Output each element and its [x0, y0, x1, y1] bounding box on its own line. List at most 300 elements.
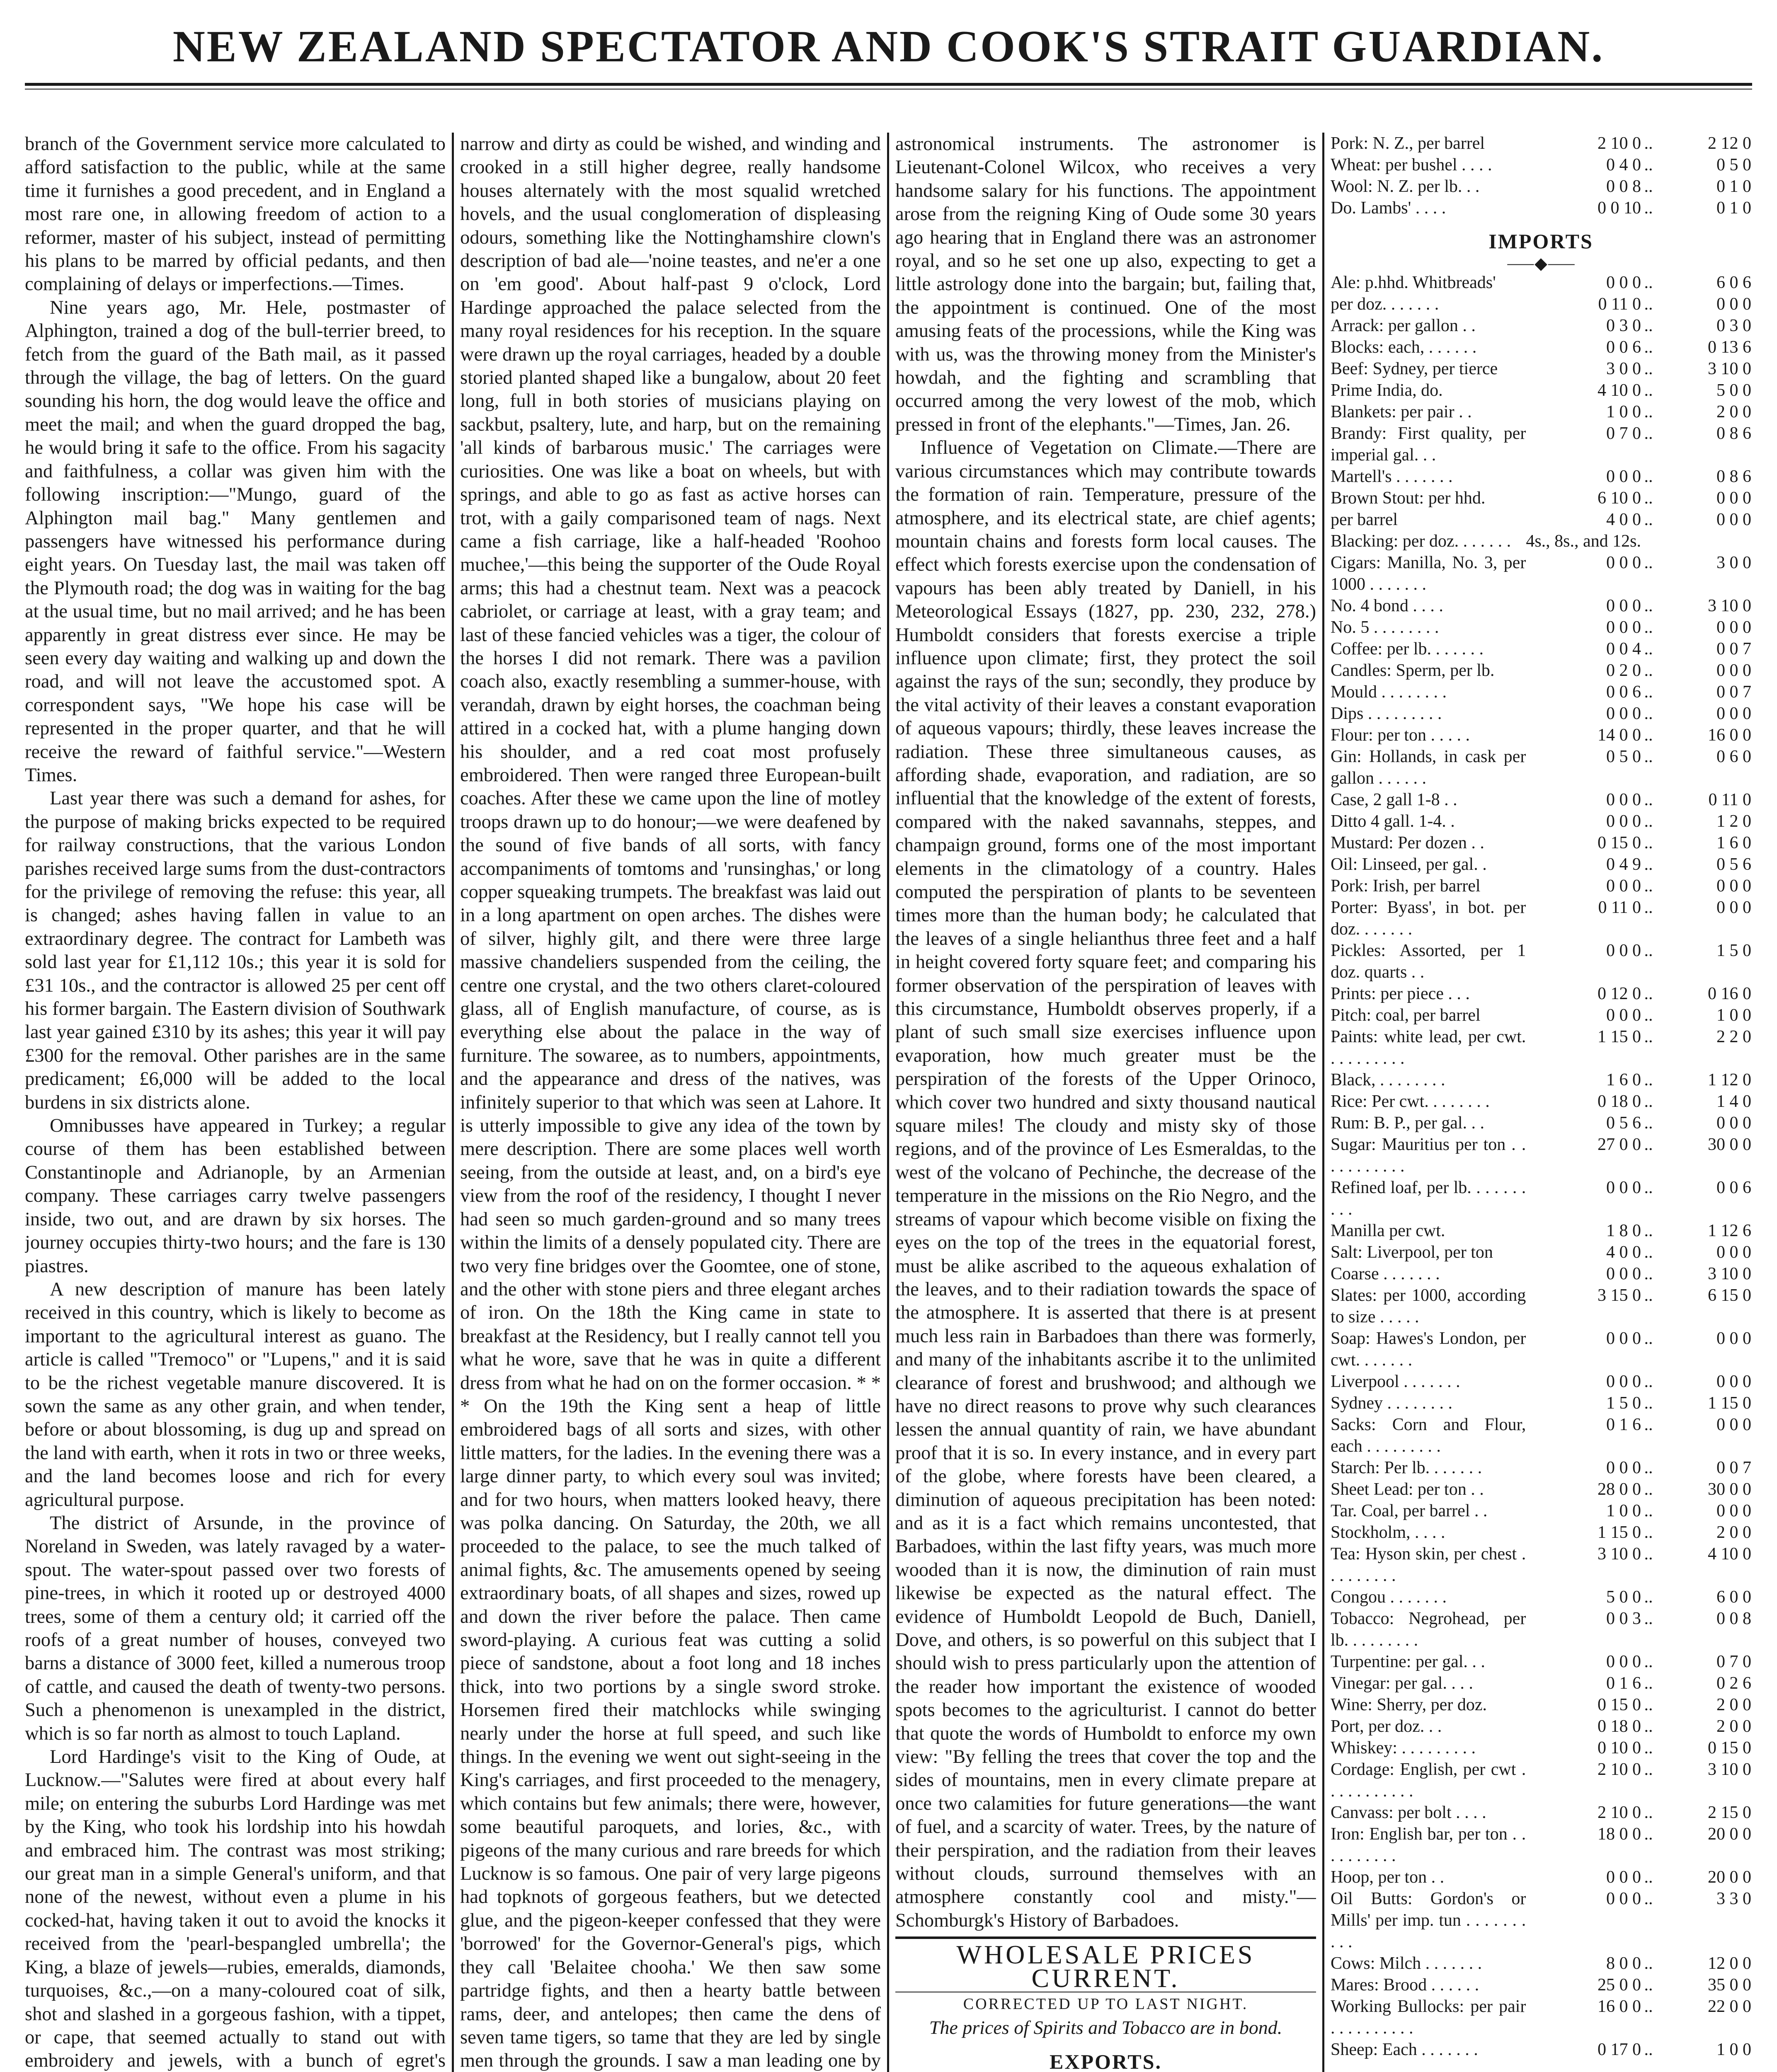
commodity-name: Candles: Sperm, per lb.: [1331, 661, 1495, 680]
price-low: 0 3 0: [1606, 316, 1641, 336]
price-row: [1331, 272, 1751, 293]
price-separator: ..: [1644, 1997, 1653, 2016]
price-row: [1331, 1802, 1751, 1823]
commodity-name: Arrack: per gallon . .: [1331, 316, 1476, 336]
price-low: 4 10 0: [1598, 381, 1641, 400]
masthead-rule-thin: [25, 89, 1752, 90]
price-separator: ..: [1644, 1738, 1653, 1758]
price-low: 0 0 0: [1606, 1868, 1641, 1887]
price-row: [1331, 1716, 1751, 1737]
price-high: 1 12 0: [1708, 1070, 1751, 1090]
price-high: 20 0 0: [1708, 1825, 1751, 1844]
price-row: [1331, 1651, 1751, 1673]
commodity-name: Dips . . . . . . . . .: [1331, 704, 1442, 724]
price-separator: [1641, 530, 1656, 552]
price-row: [1331, 1586, 1751, 1608]
column-divider: [452, 133, 454, 2072]
price-high: 5 0 0: [1716, 381, 1751, 400]
price-low: 0 0 0: [1606, 790, 1641, 810]
price-low: 0 1 6: [1606, 1415, 1641, 1435]
price-separator: ..: [1644, 1717, 1653, 1736]
price-high: 0 1 0: [1716, 198, 1751, 218]
commodity-name: Stockholm, . . . .: [1331, 1523, 1445, 1542]
price-low: 0 0 0: [1606, 1178, 1641, 1198]
price-row: [1331, 1759, 1751, 1802]
price-row: [1331, 1005, 1751, 1026]
price-separator: ..: [1644, 1674, 1653, 1693]
price-low: 0 0 8: [1606, 177, 1641, 196]
column-3-articles: [895, 133, 1316, 1932]
column-1: [25, 133, 446, 2072]
price-low: 0 0 0: [1606, 1264, 1641, 1284]
price-high: 0 0 7: [1716, 639, 1751, 659]
commodity-name: Prime India, do.: [1331, 381, 1443, 400]
price-low: 2 10 0: [1598, 134, 1641, 153]
price-separator: ..: [1644, 1868, 1653, 1887]
price-high: 3 0 0: [1716, 553, 1751, 573]
price-separator: ..: [1644, 381, 1653, 400]
price-row: [1331, 2039, 1751, 2060]
commodity-name: Liverpool . . . . . . .: [1331, 1372, 1460, 1392]
price-row: [1331, 595, 1751, 617]
price-row: [1331, 1694, 1751, 1716]
price-row: [1331, 703, 1751, 724]
price-high: 1 2 0: [1716, 812, 1751, 831]
price-low: 8 0 0: [1606, 1954, 1641, 1973]
price-row: [1331, 176, 1751, 197]
price-row: [1331, 617, 1751, 638]
price-row: [1331, 1888, 1751, 1953]
price-low: 0 0 10: [1598, 198, 1641, 218]
exports-heading: EXPORTS.: [1050, 2050, 1162, 2072]
price-separator: ..: [1644, 747, 1653, 767]
price-low: 0 12 0: [1598, 984, 1641, 1004]
price-separator: ..: [1644, 1588, 1653, 1607]
price-separator: ..: [1644, 1286, 1653, 1305]
price-high: 0 5 6: [1716, 855, 1751, 874]
price-separator: ..: [1644, 198, 1653, 218]
price-separator: ..: [1644, 1501, 1653, 1521]
commodity-name: per barrel: [1331, 510, 1398, 530]
commodity-name: Starch: Per lb. . . . . . .: [1331, 1458, 1482, 1478]
commodity-name: Pickles: Assorted, per 1 doz. quarts . .: [1331, 941, 1526, 982]
price-row: [1331, 1069, 1751, 1091]
price-separator: ..: [1644, 1221, 1653, 1241]
price-row: [1331, 875, 1751, 897]
commodity-name: Ditto 4 gall. 1-4. .: [1331, 812, 1455, 831]
price-high: 35 0 0: [1708, 1975, 1751, 1995]
wholesale-subtitle: CORRECTED UP TO LAST NIGHT.: [963, 1995, 1249, 2013]
price-low: 1 8 0: [1606, 1221, 1641, 1241]
price-separator: ..: [1644, 338, 1653, 357]
price-separator: ..: [1644, 1695, 1653, 1715]
price-low: 0 0 0: [1606, 812, 1641, 831]
price-low: 0 2 0: [1606, 661, 1641, 680]
price-row: [1331, 1500, 1751, 1522]
commodity-name: Do. Lambs' . . . .: [1331, 198, 1446, 218]
price-high: 0 0 0: [1716, 704, 1751, 724]
price-low: 0 4 0: [1606, 155, 1641, 174]
commodity-name: Blacking: per doz. . . . . . .: [1331, 532, 1511, 551]
commodity-name: Tobacco: Negrohead, per lb. . . . . . . . .: [1331, 1609, 1526, 1650]
price-separator: ..: [1644, 1825, 1653, 1844]
price-high: 0 15 0: [1708, 1738, 1751, 1758]
commodity-name: Iron: English bar, per ton . . . . . . . . . .: [1331, 1825, 1526, 1866]
price-row: [1331, 380, 1751, 401]
wholesale-prices: [895, 1936, 1316, 2072]
commodity-name: Hoop, per ton . .: [1331, 1868, 1445, 1887]
price-low: 0 0 0: [1606, 596, 1641, 616]
price-row: [1331, 940, 1751, 983]
price-high: 0 13 6: [1708, 338, 1751, 357]
price-separator: ..: [1644, 1135, 1653, 1155]
price-high: [1656, 530, 1751, 552]
price-low: 0 0 0: [1606, 467, 1641, 487]
commodity-name: Sugar: Mauritius per ton . . . . . . . . . . .: [1331, 1135, 1526, 1176]
price-row: [1331, 1608, 1751, 1651]
price-row: [1331, 1091, 1751, 1112]
price-low: 0 0 6: [1606, 338, 1641, 357]
price-row: [1331, 336, 1751, 358]
price-separator: ..: [1644, 1113, 1653, 1133]
price-separator: ..: [1644, 1394, 1653, 1413]
price-low: 0 0 0: [1606, 273, 1641, 293]
price-separator: ..: [1644, 1329, 1653, 1348]
commodity-name: per doz. . . . . . .: [1331, 295, 1439, 314]
price-separator: ..: [1644, 1652, 1653, 1672]
article-paragraph: astronomical instruments. The astronomer is Lieutenant-Colonel Wilcox, who receives a very handsome salary for his functions. The appointment arose from the reigning King of Oude some 30 years ago hearing that in England there was an astronomer royal, and so he set one up also, expecting to get a little astrology done into the bargain; but, failing that, the appointment is continued. One of the most amusing feats of the processions, while the King was with us, was the throwing money from the Minister's howdah, and the fighting and scrambling that occurred among the very lowest of the mob, which pressed in front of the elephants."—Times, Jan. 26.: [895, 133, 1316, 435]
price-separator: ..: [1644, 510, 1653, 530]
price-separator: ..: [1644, 618, 1653, 637]
price-low: 0 0 0: [1606, 1458, 1641, 1478]
commodity-name: Oil Butts: Gordon's or Mills' per imp. tun . . . . . . . . . .: [1331, 1889, 1526, 1952]
price-high: 12 0 0: [1708, 1954, 1751, 1973]
price-separator: ..: [1644, 639, 1653, 659]
commodity-name: Cordage: English, per cwt . . . . . . . . . . .: [1331, 1760, 1526, 1801]
article-paragraph: branch of the Government service more calculated to afford satisfaction to the public, while at the same time it furnishes a good precedent, and in England a most rare one, in allowing freedom of action to a reformer, master of his subject, instead of permitting his plans to be marred by official pedants, and then complaining of delays or imperfections.—Times.: [25, 133, 446, 295]
commodity-name: Pitch: coal, per barrel: [1331, 1006, 1481, 1025]
price-row: [1331, 854, 1751, 875]
article-paragraph: The district of Arsunde, in the province of Noreland in Sweden, was lately ravaged by a water-spout. The water-spout passed over two forests of pine-trees, in which it rooted up or destroyed 4000 trees, some of them a century old; it carried off the roofs of a great number of houses, conveyed two barns a distance of 3000 feet, killed a numerous troop of cattle, and caused the death of twenty-two persons. Such a phenomenon is unexampled in the district, which is so far north as almost to touch Lapland.: [25, 1512, 446, 1744]
price-separator: ..: [1644, 134, 1653, 153]
price-low: 28 0 0: [1598, 1480, 1641, 1499]
price-high: 0 0 0: [1716, 489, 1751, 508]
price-row: [1331, 358, 1751, 380]
price-row: [1331, 1673, 1751, 1694]
commodity-name: Wheat: per bushel . . . .: [1331, 155, 1492, 174]
commodity-name: Soap: Hawes's London, per cwt. . . . . . .: [1331, 1329, 1526, 1370]
price-row: [1331, 1996, 1751, 2039]
price-row: [1331, 1522, 1751, 1543]
price-row: [1331, 1479, 1751, 1500]
price-high: 0 0 0: [1716, 876, 1751, 896]
commodity-name: Black, . . . . . . . .: [1331, 1070, 1445, 1090]
price-separator: ..: [1644, 596, 1653, 616]
commodity-name: Refined loaf, per lb. . . . . . . . . .: [1331, 1178, 1526, 1219]
price-separator: ..: [1644, 1954, 1653, 1973]
price-high: 3 10 0: [1708, 1264, 1751, 1284]
commodity-name: Sheet Lead: per ton . .: [1331, 1480, 1484, 1499]
price-separator: ..: [1644, 1243, 1653, 1262]
price-row: [1331, 1263, 1751, 1285]
price-high: 0 6 0: [1716, 747, 1751, 767]
price-separator: ..: [1644, 402, 1653, 422]
price-low: 0 11 0: [1598, 898, 1641, 917]
price-low: 0 4 9: [1606, 855, 1641, 874]
price-separator: ..: [1644, 898, 1653, 917]
price-high: 1 12 6: [1708, 1221, 1751, 1241]
price-high: 1 0 0: [1716, 2040, 1751, 2060]
commodity-name: Blocks: each, . . . . . .: [1331, 338, 1477, 357]
price-row: [1331, 1112, 1751, 1134]
price-low: 0 0 0: [1606, 553, 1641, 573]
price-row: [1331, 832, 1751, 854]
price-row: [1331, 552, 1751, 595]
price-row: [1331, 1026, 1751, 1069]
article-paragraph: Nine years ago, Mr. Hele, postmaster of Alphington, trained a dog of the bull-terrier breed, to fetch from the guard of the Bath mail, as it passed through the village, the bag of letters. On the guard sounding his horn, the dog would leave the office and meet the mail; and when the guard dropped the bag, he would bring it safe to the office. From his sagacity and faithfulness, a collar was given him with the following inscription:—"Mungo, guard of the Alphington mail bag." Many gentlemen and passengers have witnessed his performance during eight years. On Tuesday last, the mail was taken off the Plymouth road; the dog was in waiting for the bag at the usual time, but no mail arrived; and he has been apparently in great distress ever since. He may be seen every day waiting and walking up and down the road, and will not leave the accustomed spot. A correspondent says, "We hope his case will be represented in the proper quarter, and that he will receive the reward of faithful service."—Western Times.: [25, 297, 446, 786]
commodity-name: Manilla per cwt.: [1331, 1221, 1445, 1241]
column-4: Pork: N. Z., per barrel 2 10 0 .. 2 12 0 Wheat: per bushel . . . . 0 4 0 .. 0 5 0 Wool: N. Z. per lb. . . 0 0 8 .. 0 1 0 Do. Lambs' . . . . 0 0 10 .. 0 1 0 IMPORTS ⸺◆⸺ Ale: p.hhd. Whitbreads' 0 0 0 .. 6 0 6 per doz. . . . . . . 0 11 0 .. 0 0 0 Arrack: per gallon . . 0 3 0 .. 0 3 0 Blocks: each, . . . . . . 0 0 6 .. 0 13 6 Beef: Sydney, per tierce 3 0 0 .. 3 10 0 Prime India, do. 4 10 0 .. 5 0 0 Blankets: per pair . . 1 0 0 .. 2 0 0 Brandy: First quality, per imperial gal. . . 0 7 0 .. 0 8 6 Martell's . . . . . . . 0 0 0 .. 0 8 6 Brown Stout: per hhd. 6 10 0 .. 0 0 0 per barrel 4 0 0 .. 0 0 0 Blacking: per doz. . . . . . . 4s., 8s., and 12s. Cigars: Manilla, No. 3, per 1000 . . . . . . . 0 0 0 .. 3 0 0 No. 4 bond . . . . 0 0 0 .. 3 10 0 No. 5 . . . . . . . . 0 0 0 .. 0 0 0 Coffee: per lb. . . . . . . 0 0 4 .. 0 0 7 Candles: Sperm, per lb. 0 2 0 .. 0 0 0 Mould . . . . . . . . 0 0 6 .. 0 0 7 Dips . . . . . . . . . 0 0 0 .. 0 0 0 Flour: per ton . . . . . 14 0 0 .. 16 0 0 Gin: Hollands, in cask per gallon . . . . . . 0 5 0 .. 0 6 0 Case, 2 gall 1-8 . . 0 0 0 .. 0 11 0 Ditto 4 gall. 1-4. . 0 0 0 .. 1 2 0 Mustard: Per dozen . . 0 15 0 .. 1 6 0 Oil: Linseed, per gal. . 0 4 9 .. 0 5 6 Pork: Irish, per barrel 0 0 0 .. 0 0 0 Porter: Byass', in bot. per doz. . . . . . . 0 11 0 .. 0 0 0 Pickles: Assorted, per 1 doz. quarts . . 0 0 0 .. 1 5 0 Prints: per piece . . . 0 12 0 .. 0 16 0 Pitch: coal, per barrel 0 0 0 .. 1 0 0 Paints: white lead, per cwt. . . . . . . . . . 1 15 0 .. 2 2 0 Black, . . . . . . . . 1 6 0 .. 1 12 0 Rice: Per cwt. . . . . . . . 0 18 0 .. 1 4 0 Rum: B. P., per gal. . . 0 5 6 .. 0 0 0 Sugar: Mauritius per ton . . . . . . . . . . . 27 0 0 .. 30 0 0 Refined loaf, per lb. . . . . . . . . . 0 0 0 .. 0 0 6 Manilla per cwt. 1 8 0 .. 1 12 6 Salt: Liverpool, per ton 4 0 0 .. 0 0 0 Coarse . . . . . . . 0 0 0 .. 3 10 0 Slates: per 1000, according to size . . . . . 3 15 0 .. 6 15 0 Soap: Hawes's London, per cwt. . . . . . . 0 0 0 .. 0 0 0 Liverpool . . . . . . . 0 0 0 .. 0 0 0 Sydney . . . . . . . . 1 5 0 .. 1 15 0 Sacks: Corn and Flour, each . . . . . . . . . 0 1 6 .. 0 0 0 Starch: Per lb. . . . . . . 0 0 0 .. 0 0 7 Sheet Lead: per ton . . 28 0 0 .. 30 0 0 Tar. Coal, per barrel . . 1 0 0 .. 0 0 0 Stockholm, . . . . 1 15 0 .. 2 0 0 Tea: Hyson skin, per chest . . . . . . . . . 3 10 0 .. 4 10 0 Congou . . . . . . . 5 0 0 .. 6 0 0 Tobacco: Negrohead, per lb. . . . . . . . . 0 0 3 .. 0 0 8 Turpentine: per gal. . . 0 0 0 .. 0 7 0 Vinegar: per gal. . . . 0 1 6 .. 0 2 6 Wine: Sherry, per doz. 0 15 0 .. 2 0 0 Port, per doz. . . 0 18 0 .. 2 0 0 Whiskey: . . . . . . . . . 0 10 0 .. 0 15 0 Cordage: English, per cwt . . . . . . . . . . . 2 10 0 .. 3 10 0 Canvass: per bolt . . . . 2 10 0 .. 2 15 0 Iron: English bar, per ton . . . . . . . . . . 18 0 0 .. 20 0 0 Hoop, per ton . . 0 0 0 .. 20 0 0 Oil Butts: Gordon's or Mills' per imp. tun . . . . . . . . . . 0 0 0 .. 3 3 0 Cows: Milch . . . . . . . 8 0 0 .. 12 0 0 Mares: Brood . . . . . . 25 0 0 .. 35 0 0 Working Bullocks: per pair . . . . . . . . . . 16 0 0 .. 22 0 0 Sheep: Each . . . . . . . 0 17 0 .. 1 0 0: [1331, 133, 1751, 2072]
price-high: 2 0 0: [1716, 1695, 1751, 1715]
price-low: 3 15 0: [1598, 1286, 1641, 1305]
price-separator: ..: [1644, 1609, 1653, 1629]
commodity-name: Pork: Irish, per barrel: [1331, 876, 1481, 896]
price-high: 1 6 0: [1716, 833, 1751, 853]
price-high: 22 0 0: [1708, 1997, 1751, 2016]
price-row: [1331, 154, 1751, 176]
price-low: 1 5 0: [1606, 1394, 1641, 1413]
commodity-name: Coffee: per lb. . . . . . .: [1331, 639, 1484, 659]
commodity-name: Mustard: Per dozen . .: [1331, 833, 1484, 853]
price-row: [1331, 315, 1751, 336]
price-low: 1 0 0: [1606, 402, 1641, 422]
price-separator: ..: [1644, 155, 1653, 174]
price-high: 0 0 6: [1716, 1178, 1751, 1198]
price-high: 2 0 0: [1716, 1523, 1751, 1542]
price-high: 0 16 0: [1708, 984, 1751, 1004]
commodity-name: Coarse . . . . . . .: [1331, 1264, 1440, 1284]
price-low: 0 0 0: [1606, 941, 1641, 961]
price-high: 2 15 0: [1708, 1803, 1751, 1823]
price-high: 0 0 7: [1716, 1458, 1751, 1478]
price-high: 0 2 6: [1716, 1674, 1751, 1693]
price-row: [1331, 197, 1751, 219]
price-low: 0 18 0: [1598, 1092, 1641, 1111]
price-high: 6 0 0: [1716, 1588, 1751, 1607]
price-separator: ..: [1644, 316, 1653, 336]
price-low: 3 10 0: [1598, 1544, 1641, 1564]
price-high: 1 4 0: [1716, 1092, 1751, 1111]
column-3: [895, 133, 1316, 2072]
commodity-name: Beef: Sydney, per tierce: [1331, 359, 1498, 379]
price-high: 2 12 0: [1708, 134, 1751, 153]
column-divider: [887, 133, 889, 2072]
price-separator: ..: [1644, 1458, 1653, 1478]
price-row: [1331, 1220, 1751, 1242]
price-high: 0 8 6: [1716, 467, 1751, 487]
masthead: NEW ZEALAND SPECTATOR AND COOK'S STRAIT GUARDIAN.: [172, 22, 1605, 71]
price-high: 0 5 0: [1716, 155, 1751, 174]
price-separator: ..: [1644, 489, 1653, 508]
price-row: [1331, 293, 1751, 315]
price-separator: ..: [1644, 295, 1653, 314]
price-row: [1331, 466, 1751, 487]
price-row: [1331, 724, 1751, 746]
price-row: [1331, 1414, 1751, 1457]
price-low: 0 0 0: [1606, 876, 1641, 896]
price-row: [1331, 487, 1751, 509]
price-high: 0 0 0: [1716, 898, 1751, 917]
price-separator: ..: [1644, 1415, 1653, 1435]
wholesale-note: The prices of Spirits and Tobacco are in bond.: [929, 2016, 1282, 2038]
commodity-name: Pork: N. Z., per barrel: [1331, 134, 1485, 153]
price-separator: ..: [1644, 1006, 1653, 1025]
price-low: 18 0 0: [1598, 1825, 1641, 1844]
price-row: [1331, 983, 1751, 1005]
price-high: 6 0 6: [1716, 273, 1751, 293]
price-low: 0 0 0: [1606, 1329, 1641, 1348]
price-high: 0 0 0: [1716, 1372, 1751, 1392]
price-row: [1331, 1974, 1751, 1996]
commodity-name: Canvass: per bolt . . . .: [1331, 1803, 1486, 1823]
price-low: 25 0 0: [1598, 1975, 1641, 1995]
price-low: 0 0 0: [1606, 704, 1641, 724]
price-low: 4s., 8s., and 12s.: [1526, 532, 1641, 551]
price-high: 0 3 0: [1716, 316, 1751, 336]
price-low: 16 0 0: [1598, 1997, 1641, 2016]
price-row: [1331, 789, 1751, 811]
commodity-name: Sheep: Each . . . . . . .: [1331, 2040, 1478, 2060]
price-low: 0 0 0: [1606, 618, 1641, 637]
price-row: [1331, 1177, 1751, 1220]
price-separator: ..: [1644, 1975, 1653, 1995]
price-low: 0 5 6: [1606, 1113, 1641, 1133]
price-low: 2 10 0: [1598, 1803, 1641, 1823]
price-low: 0 0 6: [1606, 683, 1641, 702]
price-separator: ..: [1644, 726, 1653, 745]
price-high: 0 0 0: [1716, 661, 1751, 680]
price-low: 0 7 0: [1606, 424, 1641, 443]
price-low: 2 10 0: [1598, 1760, 1641, 1779]
price-low: 0 15 0: [1598, 1695, 1641, 1715]
price-row: [1331, 681, 1751, 703]
commodity-name: Case, 2 gall 1-8 . .: [1331, 790, 1457, 810]
commodity-name: Working Bullocks: per pair . . . . . . . . . .: [1331, 1997, 1526, 2038]
price-high: 0 0 0: [1716, 1243, 1751, 1262]
price-low: 0 5 0: [1606, 747, 1641, 767]
price-low: 0 0 0: [1606, 1006, 1641, 1025]
price-high: 1 15 0: [1708, 1394, 1751, 1413]
price-low: 0 17 0: [1598, 2040, 1641, 2060]
price-separator: ..: [1644, 1178, 1653, 1198]
commodity-name: Cigars: Manilla, No. 3, per 1000 . . . . . . .: [1331, 553, 1526, 594]
price-high: 0 0 0: [1716, 295, 1751, 314]
commodity-name: Port, per doz. . .: [1331, 1717, 1442, 1736]
article-paragraph: Lord Hardinge's visit to the King of Oude, at Lucknow.—"Salutes were fired at about every half mile; on entering the suburbs Lord Hardinge was met by the King, who took his lordship into his howdah and embraced him. The contrast was most striking; our great man in a simple General's uniform, and that none of the newest, without even a plume in his cocked-hat, having taken it out to avoid the knocks it received from the 'pearl-bespangled umbrella'; the King, a blaze of jewels—rubies, emeralds, diamonds, turquoises, &c.,—on a many-coloured coat of silk, shot and slashed in a gorgeous fashion, with a tippet, or cape, that seemed actually to stand out with embroidery and jewels, with a bunch of egret's: [25, 1746, 446, 2072]
price-high: 4 10 0: [1708, 1544, 1751, 1564]
price-low: 1 15 0: [1598, 1027, 1641, 1047]
price-separator: ..: [1644, 1027, 1653, 1047]
price-separator: ..: [1644, 177, 1653, 196]
price-high: 3 10 0: [1708, 596, 1751, 616]
price-row: [1331, 638, 1751, 660]
price-low: 14 0 0: [1598, 726, 1641, 745]
commodity-name: Blankets: per pair . .: [1331, 402, 1472, 422]
price-row: [1331, 133, 1751, 154]
price-separator: ..: [1644, 812, 1653, 831]
commodity-name: Flour: per ton . . . . .: [1331, 726, 1470, 745]
price-high: 0 0 0: [1716, 510, 1751, 530]
price-row: [1331, 1285, 1751, 1328]
price-high: 0 0 7: [1716, 683, 1751, 702]
price-row: [1331, 1866, 1751, 1888]
commodity-name: Brandy: First quality, per imperial gal. . .: [1331, 424, 1526, 465]
commodity-name: Porter: Byass', in bot. per doz. . . . . . .: [1331, 898, 1526, 939]
price-row: [1331, 1242, 1751, 1263]
price-separator: ..: [1644, 2040, 1653, 2060]
commodity-name: Tea: Hyson skin, per chest . . . . . . . . .: [1331, 1544, 1526, 1585]
price-low: 6 10 0: [1598, 489, 1641, 508]
price-row: [1331, 1543, 1751, 1586]
commodity-name: Paints: white lead, per cwt. . . . . . . . . .: [1331, 1027, 1526, 1068]
price-high: 0 7 0: [1716, 1652, 1751, 1672]
price-row: [1331, 897, 1751, 940]
commodity-name: Sydney . . . . . . . .: [1331, 1394, 1452, 1413]
price-low: 0 0 0: [1606, 1372, 1641, 1392]
commodity-name: Vinegar: per gal. . . .: [1331, 1674, 1473, 1693]
price-low: 0 11 0: [1598, 295, 1641, 314]
price-low: 0 0 3: [1606, 1609, 1641, 1629]
price-separator: ..: [1644, 876, 1653, 896]
produce-table: [1331, 133, 1751, 219]
price-low: 0 0 0: [1606, 1652, 1641, 1672]
commodity-name: Rice: Per cwt. . . . . . . .: [1331, 1092, 1490, 1111]
price-separator: ..: [1644, 273, 1653, 293]
price-separator: ..: [1644, 1523, 1653, 1542]
price-separator: ..: [1644, 1070, 1653, 1090]
price-row: [1331, 530, 1751, 552]
commodity-name: Wine: Sherry, per doz.: [1331, 1695, 1487, 1715]
imports-table: [1331, 272, 1751, 2060]
price-row: [1331, 509, 1751, 530]
wholesale-title: WHOLESALE PRICES CURRENT.: [895, 1936, 1316, 1992]
price-high: 2 2 0: [1716, 1027, 1751, 1047]
article-paragraph: A new description of manure has been lately received in this country, which is likely to become as important to the agricultural interest as guano. The article is called "Tremoco" or "Lupens," and it is said to be the richest vegetable manure discovered. It is sown the same as any other grain, and when tender, before or about blossoming, is dug up and spread on the land with earth, when it rots in two or three weeks, and the land becomes loose and rich for every agricultural purpose.: [25, 1278, 446, 1510]
price-row: [1331, 811, 1751, 832]
price-low: 0 0 4: [1606, 639, 1641, 659]
price-high: 3 3 0: [1716, 1889, 1751, 1909]
masthead-rule-thick: [25, 83, 1752, 86]
price-low: 1 15 0: [1598, 1523, 1641, 1542]
commodity-name: Mares: Brood . . . . . .: [1331, 1975, 1479, 1995]
price-low: 4 0 0: [1606, 510, 1641, 530]
article-paragraph: Influence of Vegetation on Climate.—There are various circumstances which may contribute towards the formation of rain. Temperature, pressure of the atmosphere, and its electrical state, are chief agents; mountain chains and forests form local causes. The effect which forests exercise upon the condensation of vapours has been ably treated by Daniell, in his Meteorological Essays (1827, pp. 230, 232, 278.) Humboldt considers that forests exercise a triple influence upon climate; first, they protect the soil against the rays of the sun; secondly, they produce by the vital activity of their leaves a constant evaporation of aqueous vapours; thirdly, these leaves increase the radiation. These three simultaneous causes, as affording shade, evaporation, and radiation, are so influential that the knowledge of the extent of forests, compared with the naked savannahs, steppes, and champaign ground, forms one of the most important elements in the climatology of a country. Hales computed the perspiration of plants to be seventeen times more than the human body; he calculated that the leaves of a single helianthus three feet and a half in height covered forty square feet; and comparing his former observation of the perspiration of leaves with this circumstance, Humboldt observes properly, if a plant of such small size exercises influence upon evaporation, how much greater must be the perspiration of the forests of the Upper Orinoco, which cover two hundred and sixty thousand nautical square miles! The cloudy and misty sky of those regions, and of the province of Les Esmeraldas, to the west of the volcano of Pechinche, the decrease of the temperature in the missions on the Rio Negro, and the streams of vapour which become visible on fixing the eyes on the top of the trees in the equatorial forest, must be alike ascribed to the aqueous exhalation of the leaves, and to their radiation towards the space of the atmosphere. It is asserted that there is at present much less rain in Barbadoes than there was formerly, and many of the inhabitants ascribe it to the unlimited clearance of forest and brushwood; and although we have no direct reasons to prove why such clearances lessen the annual quantity of rain, we have abundant proof that it is so. In every instance, and in every part of the globe, where forests have been cleared, a diminution of aqueous precipitation has been noted: and as it is a fact which remains uncontested, that Barbadoes, within the last fifty years, was much more wooded than it is now, the diminution of rain must likewise be expected as the natural effect. The evidence of Humboldt Leopold de Buch, Daniell, Dove, and others, is so powerful on this subject that I should wish to press particularly upon the attention of the reader how important the existence of wooded spots becomes to the agriculturist. I cannot do better that quote the words of Humboldt to enforce my own view: "By felling the trees that cover the top and the sides of mountains, men in every climate prepare at once two calamities for future generations—the want of fuel, and a scarcity of water. Trees, by the nature of their perspiration, and the radiation from their leaves without clouds, surround themselves with an atmosphere constantly cool and misty."—Schomburgk's History of Barbadoes.: [895, 437, 1316, 1931]
price-high: 2 0 0: [1716, 1717, 1751, 1736]
price-low: 0 15 0: [1598, 833, 1641, 853]
price-separator: ..: [1644, 1264, 1653, 1284]
price-separator: ..: [1644, 1889, 1653, 1909]
price-row: [1331, 1134, 1751, 1177]
price-high: 3 10 0: [1708, 359, 1751, 379]
commodity-name: Ale: p.hhd. Whitbreads': [1331, 273, 1496, 293]
commodity-name: Turpentine: per gal. . .: [1331, 1652, 1485, 1672]
price-separator: ..: [1644, 1480, 1653, 1499]
price-separator: ..: [1644, 984, 1653, 1004]
commodity-name: Oil: Linseed, per gal. .: [1331, 855, 1487, 874]
price-separator: ..: [1644, 1803, 1653, 1823]
commodity-name: Whiskey: . . . . . . . . .: [1331, 1738, 1476, 1758]
commodity-name: Congou . . . . . . .: [1331, 1588, 1447, 1607]
